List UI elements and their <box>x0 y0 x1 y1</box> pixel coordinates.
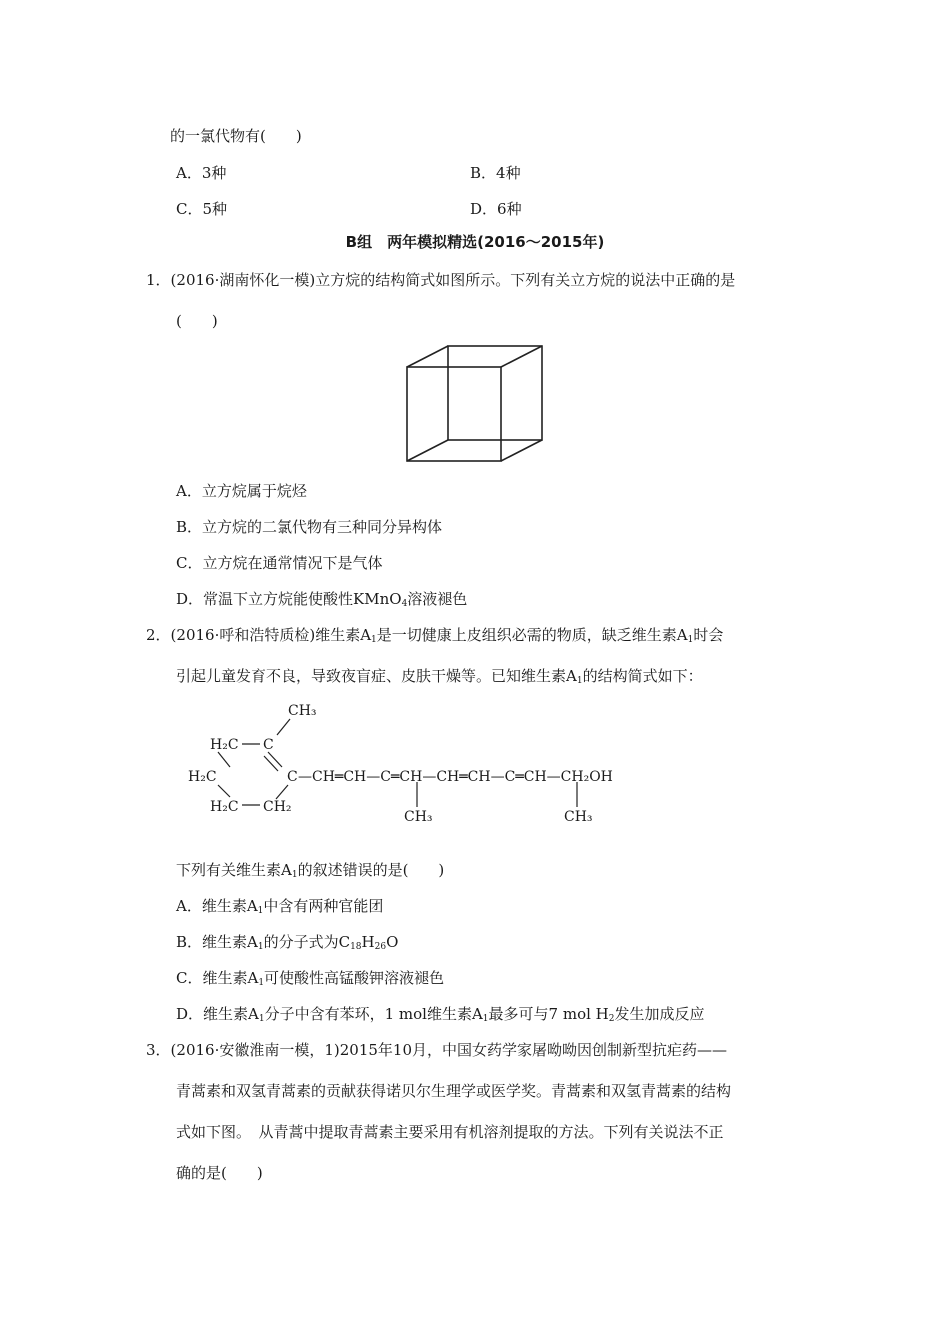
q2-option-b: B．维生素$A_1$的分子式为$C_{18}H_{26}O$ <box>176 933 399 952</box>
c-1: C <box>263 737 274 753</box>
h2c-2: H₂C <box>188 769 217 785</box>
c-2: C <box>287 769 298 785</box>
q1-stem-line2: ( ) <box>176 312 218 330</box>
q2-stem-line2: 引起儿童发育不良，导致夜盲症、皮肤干燥等。已知维生素$A_1$的结构简式如下： <box>176 667 703 686</box>
q1-option-c: C．立方烷在通常情况下是气体 <box>176 554 383 572</box>
cubane-structure-figure <box>400 340 550 465</box>
ch3-bottom-2: CH₃ <box>564 809 593 825</box>
q3-stem-line3: 式如下图。 从青蒿中提取青蒿素主要采用有机溶剂提取的方法。下列有关说法不正 <box>176 1123 724 1141</box>
question-stem-tail: 的一氯代物有( ) <box>170 127 302 145</box>
q2-option-c: C．维生素$A_1$可使酸性高锰酸钾溶液褪色 <box>176 969 445 988</box>
ch3-top: CH₃ <box>288 703 317 719</box>
ch3-bottom-1: CH₃ <box>404 809 433 825</box>
q1-option-d: D．常温下立方烷能使酸性KMnO$_4$溶液褪色 <box>176 590 468 609</box>
q3-stem-line1: 3．(2016·安徽淮南一模，1)2015年10月，中国女药学家屠呦呦因创制新型抗疟药—— <box>146 1041 727 1059</box>
h2c-1: H₂C <box>210 737 239 753</box>
option-d: D．6种 <box>470 200 522 218</box>
section-heading: B组 两年模拟精选(2016～2015年) <box>345 233 605 251</box>
h2c-3: H₂C <box>210 799 239 815</box>
q1-stem-line1: 1．(2016·湖南怀化一模)立方烷的结构简式如图所示。下列有关立方烷的说法中正确的是 <box>146 271 736 289</box>
q3-stem-line2: 青蒿素和双氢青蒿素的贡献获得诺贝尔生理学或医学奖。青蒿素和双氢青蒿素的结构 <box>176 1082 732 1100</box>
q2-option-d: D．维生素$A_1$分子中含有苯环，1 mol维生素$A_1$最多可与7 mol $H_2$发生加成反应 <box>176 1005 705 1024</box>
q3-stem-line4: 确的是( ) <box>176 1164 263 1182</box>
vitamin-a1-structure-figure <box>180 695 740 830</box>
q2-ask: 下列有关维生素$A_1$的叙述错误的是( ) <box>176 861 445 880</box>
option-a: A．3种 <box>176 164 227 182</box>
option-c: C．5种 <box>176 200 228 218</box>
q1-option-a: A．立方烷属于烷烃 <box>176 482 307 500</box>
option-b: B．4种 <box>470 164 521 182</box>
q2-stem-line1: 2．(2016·呼和浩特质检)维生素$A_1$是一切健康上皮组织必需的物质，缺乏维生素$A_1$时会 <box>146 626 724 645</box>
q1-option-b: B．立方烷的二氯代物有三种同分异构体 <box>176 518 443 536</box>
q2-option-a: A．维生素$A_1$中含有两种官能团 <box>176 897 384 916</box>
polyene-chain: —CH═CH—C═CH—CH═CH—C═CH—CH₂OH <box>298 769 613 785</box>
ch2-1: CH₂ <box>263 799 292 815</box>
